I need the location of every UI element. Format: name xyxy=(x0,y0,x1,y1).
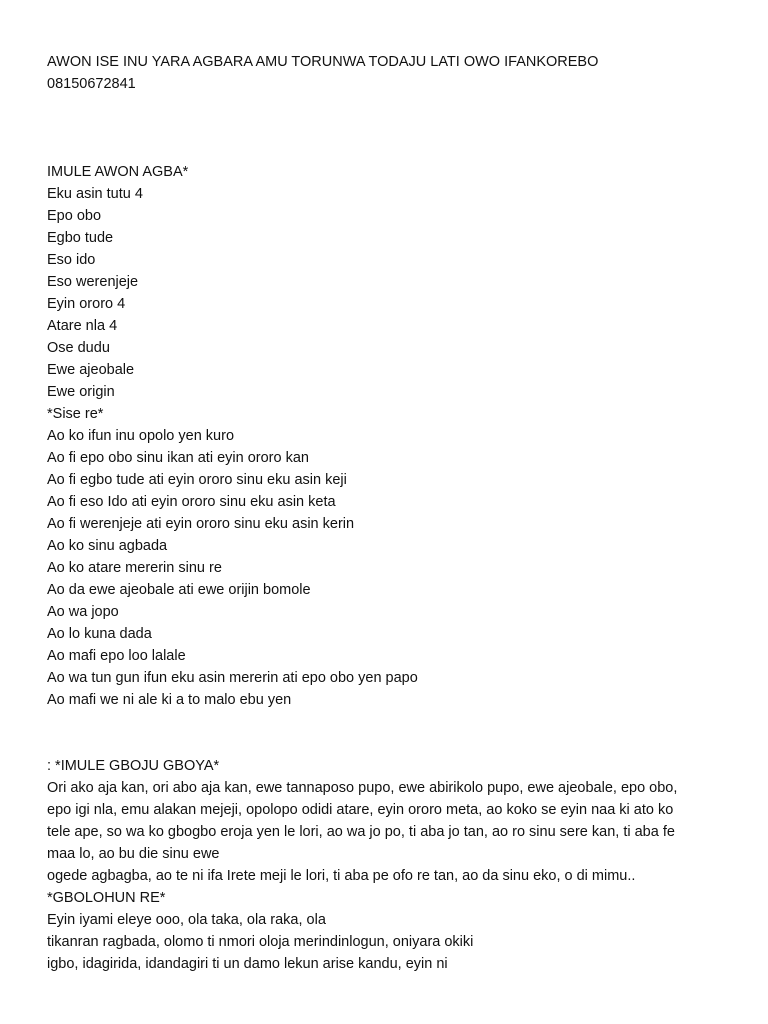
list-item: Egbo tude xyxy=(47,230,114,246)
paragraph-line: tele ape, so wa ko gbogbo eroja yen le lori, ao wa jo po, ti aba jo tan, ao ro sinu sere kan, ti aba fe xyxy=(47,824,675,840)
list-item: Ao mafi we ni ale ki a to malo ebu yen xyxy=(47,692,292,708)
list-item: Atare nla 4 xyxy=(47,318,118,334)
list-item: Ao fi eso Ido ati eyin ororo sinu eku asin keta xyxy=(47,494,336,510)
paragraph-line: Eyin iyami eleye ooo, ola taka, ola raka, ola xyxy=(47,912,326,928)
list-item: Eso werenjeje xyxy=(47,274,139,290)
section-heading: : *IMULE GBOJU GBOYA* xyxy=(47,758,220,774)
ingredient-list xyxy=(47,183,737,403)
list-item: Eku asin tutu 4 xyxy=(47,186,143,202)
section-heading: IMULE AWON AGBA* xyxy=(47,164,189,180)
list-item: Eso ido xyxy=(47,252,96,268)
document-title: AWON ISE INU YARA AGBARA AMU TORUNWA TODAJU LATI OWO IFANKOREBO xyxy=(47,54,599,70)
spacer xyxy=(47,711,737,755)
list-item: Eyin ororo 4 xyxy=(47,296,126,312)
list-item: Epo obo xyxy=(47,208,102,224)
document-page xyxy=(47,51,737,975)
list-item: Ao da ewe ajeobale ati ewe orijin bomole xyxy=(47,582,311,598)
list-item: Ewe ajeobale xyxy=(47,362,135,378)
list-item: Ao mafi epo loo lalale xyxy=(47,648,186,664)
list-item: Ao wa jopo xyxy=(47,604,119,620)
list-item: Ewe origin xyxy=(47,384,115,400)
paragraph-line: maa lo, ao bu die sinu ewe xyxy=(47,846,220,862)
incantation-text xyxy=(47,909,737,975)
list-item: Ao ko ifun inu opolo yen kuro xyxy=(47,428,235,444)
list-item: Ose dudu xyxy=(47,340,110,356)
list-item: Ao fi egbo tude ati eyin ororo sinu eku asin keji xyxy=(47,472,347,488)
incantation-heading: *GBOLOHUN RE* xyxy=(47,890,166,906)
paragraph-line: tikanran ragbada, olomo ti nmori oloja merindinlogun, oniyara okiki xyxy=(47,934,474,950)
list-item: Ao fi werenjeje ati eyin ororo sinu eku asin kerin xyxy=(47,516,355,532)
paragraph xyxy=(47,777,737,887)
list-item: Ao ko atare mererin sinu re xyxy=(47,560,222,576)
method-list xyxy=(47,425,737,711)
spacer xyxy=(47,95,737,161)
paragraph-line: Ori ako aja kan, ori abo aja kan, ewe tannaposo pupo, ewe abirikolo pupo, ewe ajeobale, epo obo, xyxy=(47,780,678,796)
method-heading: *Sise re* xyxy=(47,406,104,422)
paragraph-line: igbo, idagirida, idandagiri ti un damo lekun arise kandu, eyin ni xyxy=(47,956,448,972)
list-item: Ao wa tun gun ifun eku asin mererin ati epo obo yen papo xyxy=(47,670,418,686)
list-item: Ao ko sinu agbada xyxy=(47,538,168,554)
paragraph-line: ogede agbagba, ao te ni ifa Irete meji le lori, ti aba pe ofo re tan, ao da sinu eko, o di mimu.. xyxy=(47,868,636,884)
phone-number: 08150672841 xyxy=(47,76,136,92)
list-item: Ao lo kuna dada xyxy=(47,626,152,642)
list-item: Ao fi epo obo sinu ikan ati eyin ororo kan xyxy=(47,450,309,466)
paragraph-line: epo igi nla, emu alakan mejeji, opolopo odidi atare, eyin ororo meta, ao koko se eyin naa ki ato ko xyxy=(47,802,674,818)
